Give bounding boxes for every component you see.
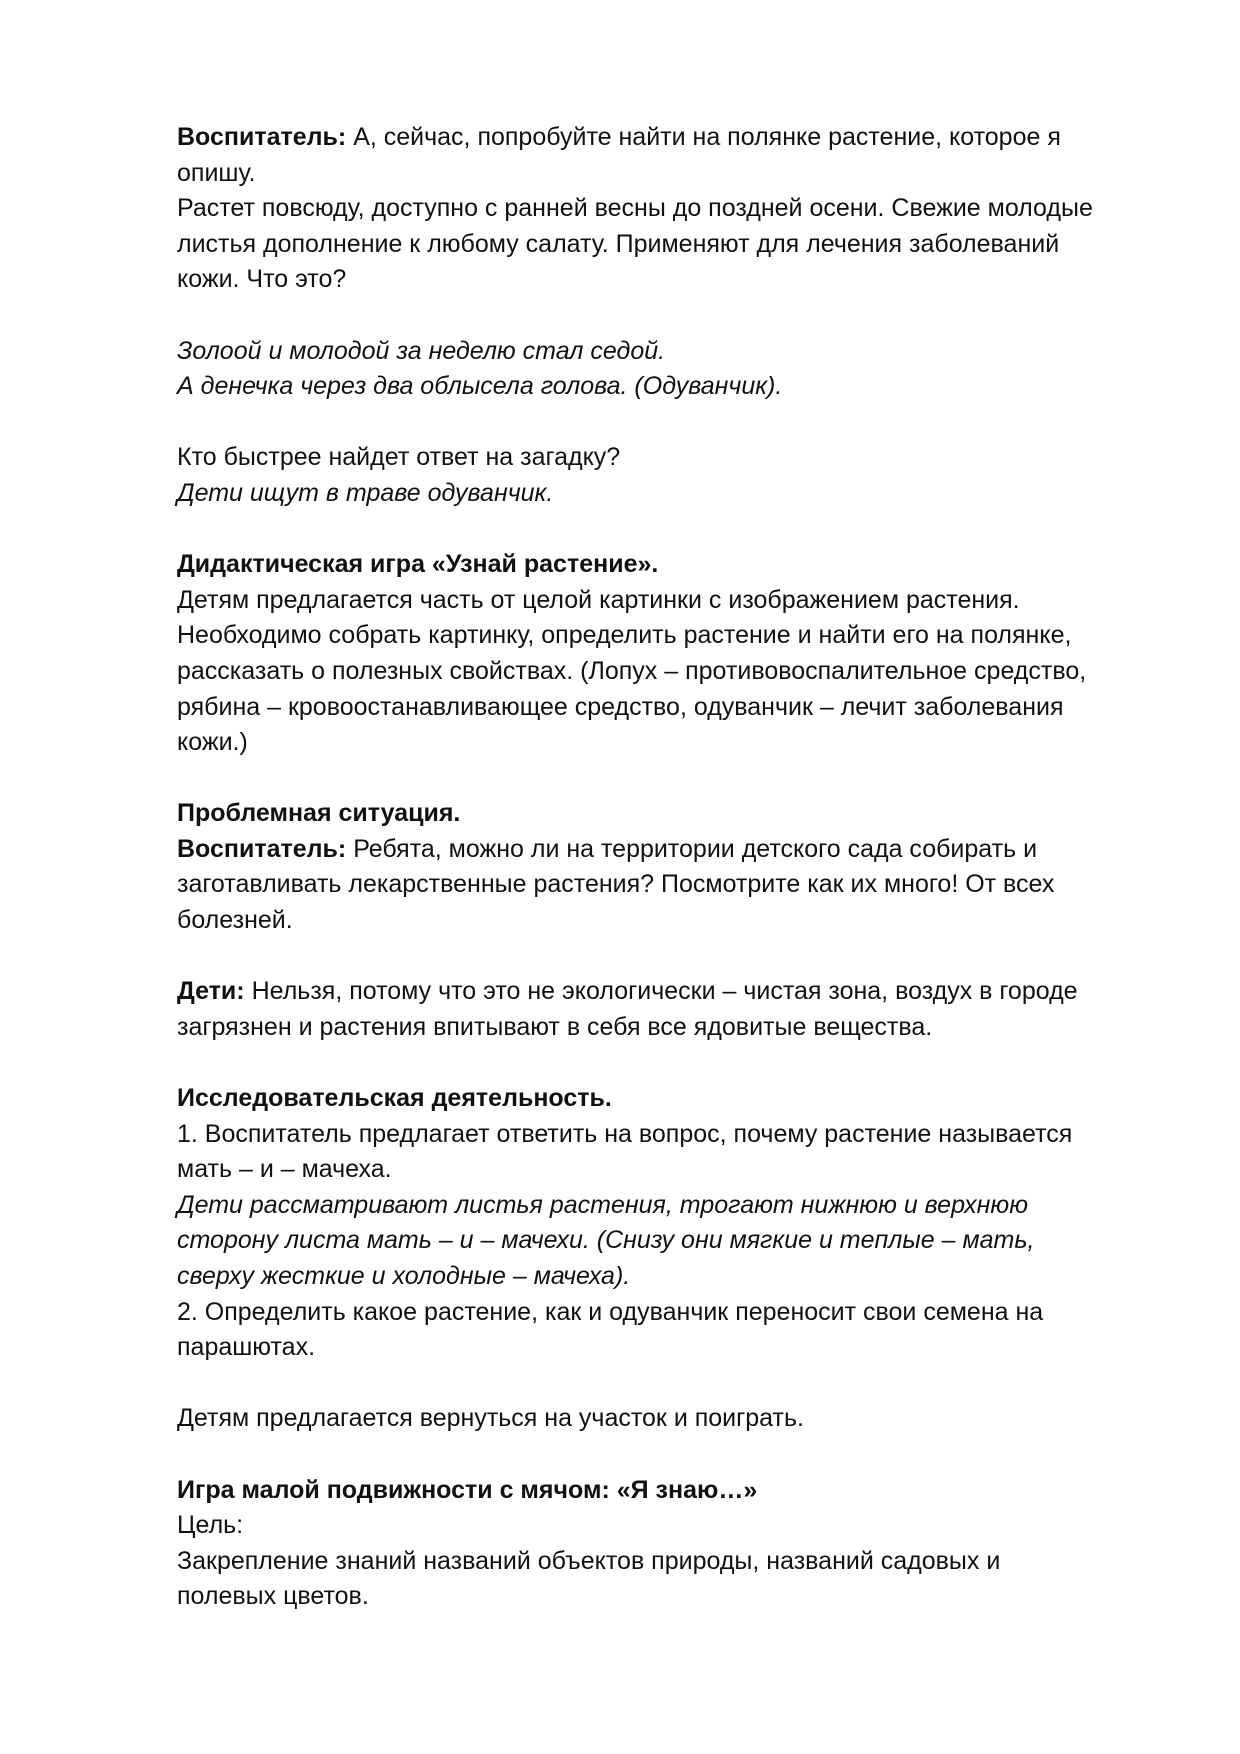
research-item-1-note: Дети рассматривают листья растения, трогают нижнюю и верхнюю сторону листа мать – и – мачехи. (Снизу они мягкие и теплые – мать, сверху жесткие и холодные – мачеха). <box>177 1190 1035 1290</box>
research-item-2: 2. Определить какое растение, как и одуванчик переносит свои семена на парашютах. <box>177 1297 1044 1362</box>
speaker-label: Воспитатель: <box>177 123 347 151</box>
speaker-label: Дети: <box>177 977 245 1006</box>
research-title: Исследовательская деятельность. <box>177 1084 612 1113</box>
riddle-line-1: Золоой и молодой за неделю стал седой. <box>177 336 666 365</box>
riddle-question: Кто быстрее найдет ответ на загадку? <box>177 443 621 472</box>
return-text: Детям предлагается вернуться на участок и поиграть. <box>177 1404 804 1433</box>
problem-text: Ребята, можно ли на территории детского сада собирать и заготавливать лекарственные растения? Посмотрите как их много! От всех болезней. <box>177 834 1055 935</box>
intro-text: А, сейчас, попробуйте найти на полянке растение, которое я опишу. <box>177 123 1061 187</box>
children-search-note: Дети ищут в траве одуванчик. <box>177 478 554 507</box>
children-answer <box>177 974 1100 1045</box>
answer-text: Нельзя, потому что это не экологически – чистая зона, воздух в городе загрязнен и растения впитывают в себя все ядовитые вещества. <box>177 977 1078 1041</box>
problem-title: Проблемная ситуация. <box>177 799 461 828</box>
paragraph-intro <box>177 120 1100 191</box>
game1-text: Детям предлагается часть от целой картинки с изображением растения. Необходимо собрать картинку, определить растение и найти его на полянке, рассказать о полезных свойствах. (Лопух – противовоспалительное средство, рябина – кровоостанавливающее средство, одуванчик – лечит заболевания кожи.) <box>177 585 1087 757</box>
goal-label: Цель: <box>177 1511 244 1540</box>
goal-text: Закрепление знаний названий объектов природы, названий садовых и полевых цветов. <box>177 1546 1001 1611</box>
game2-title: Игра малой подвижности с мячом: «Я знаю…» <box>177 1475 758 1504</box>
plant-description: Растет повсюду, доступно с ранней весны до поздней осени. Свежие молодые листья дополнение к любому салату. Применяют для лечения заболеваний кожи. Что это? <box>177 194 1093 294</box>
game1-title: Дидактическая игра «Узнай растение». <box>177 550 659 579</box>
speaker-label: Воспитатель: <box>177 834 347 863</box>
research-item-1: 1. Воспитатель предлагает ответить на вопрос, почему растение называется мать – и – мачеха. <box>177 1119 1073 1184</box>
problem-paragraph <box>177 832 1100 939</box>
riddle-line-2: А денечка через два облысела голова. (Одуванчик). <box>177 372 783 401</box>
